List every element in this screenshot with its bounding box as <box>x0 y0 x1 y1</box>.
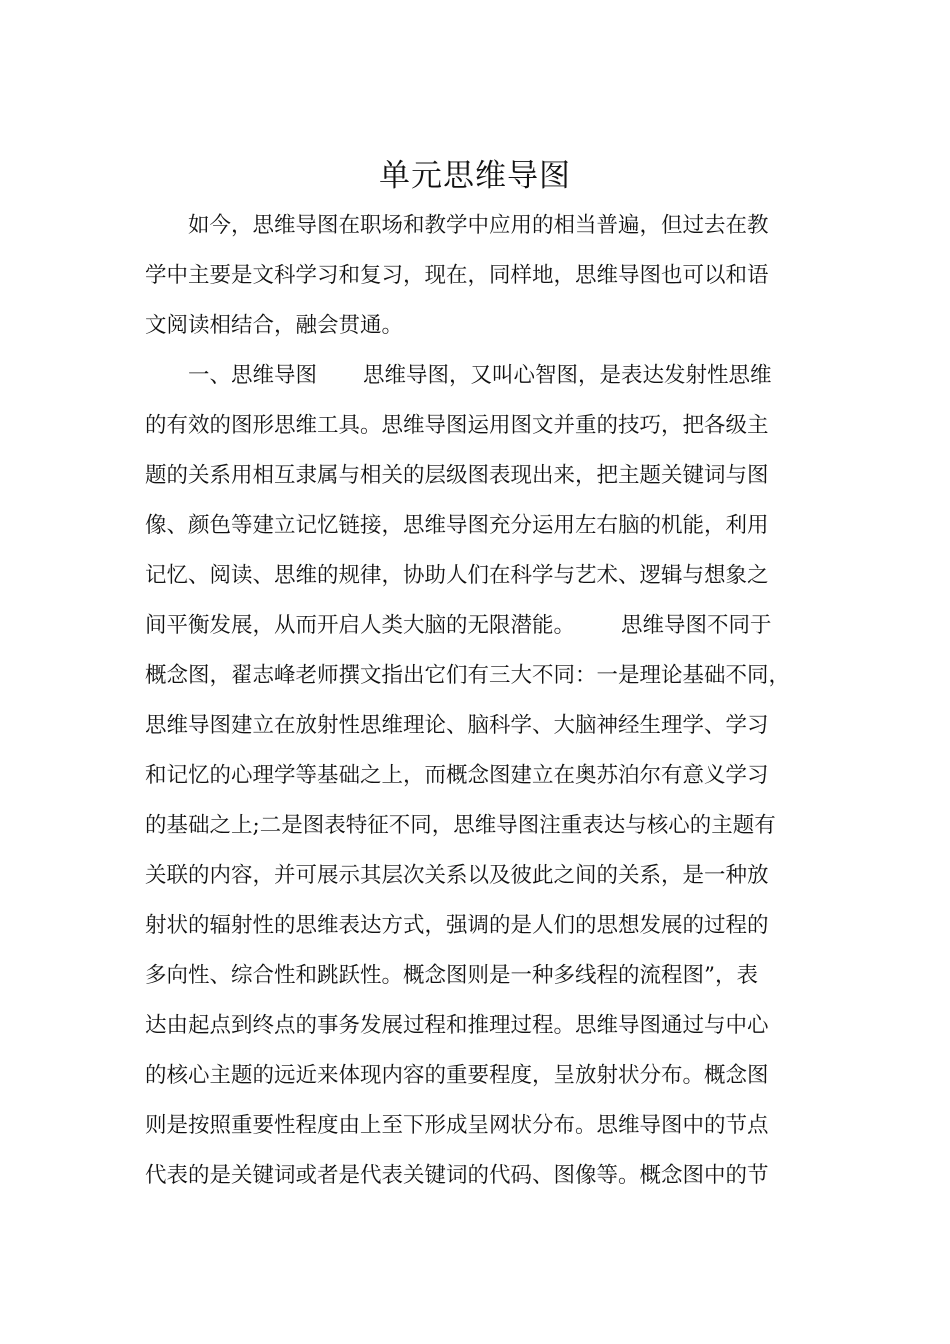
paragraph-line <box>145 600 805 652</box>
paragraph-line: 文阅读相结合，融会贯通。 <box>145 313 404 338</box>
paragraph-line: 概念图，翟志峰老师撰文指出它们有三大不同：一是理论基础不同， <box>145 663 791 688</box>
paragraph-line: 多向性、综合性和跳跃性。概念图则是一种多线程的流程图”，表 <box>145 963 758 988</box>
paragraph-line: 学中主要是文科学习和复习，现在，同样地，思维导图也可以和语 <box>145 263 769 288</box>
paragraph-line: 的核心主题的远近来体现内容的重要程度，呈放射状分布。概念图 <box>145 1063 769 1088</box>
paragraph-text: 思维导图不同于 <box>621 613 772 638</box>
paragraph-line: 则是按照重要性程度由上至下形成呈网状分布。思维导图中的节点 <box>145 1113 769 1138</box>
section-heading: 一、思维导图 <box>145 363 318 388</box>
paragraph-text: 间平衡发展，从而开启人类大脑的无限潜能。 <box>145 613 576 638</box>
paragraph-line: 思维导图建立在放射性思维理论、脑科学、大脑神经生理学、学习 <box>145 713 769 738</box>
paragraph-line: 代表的是关键词或者是代表关键词的代码、图像等。概念图中的节 <box>145 1163 769 1188</box>
paragraph-line: 关联的内容，并可展示其层次关系以及彼此之间的关系，是一种放 <box>145 863 769 888</box>
paragraph-line: 记忆、阅读、思维的规律，协助人们在科学与艺术、逻辑与想象之 <box>145 563 769 588</box>
paragraph-line: 和记忆的心理学等基础之上，而概念图建立在奥苏泊尔有意义学习 <box>145 763 769 788</box>
paragraph-line: 题的关系用相互隶属与相关的层级图表现出来，把主题关键词与图 <box>145 463 769 488</box>
paragraph-line <box>145 350 805 402</box>
document-title: 单元思维导图 <box>379 158 571 194</box>
paragraph-line: 射状的辐射性的思维表达方式，强调的是人们的思想发展的过程的 <box>145 913 769 938</box>
paragraph-line: 的基础之上;二是图表特征不同，思维导图注重表达与核心的主题有 <box>145 813 776 838</box>
paragraph-line: 的有效的图形思维工具。思维导图运用图文并重的技巧，把各级主 <box>145 413 769 438</box>
paragraph-text: 思维导图，又叫心智图，是表达发射性思维 <box>363 363 772 388</box>
paragraph-line: 达由起点到终点的事务发展过程和推理过程。思维导图通过与中心 <box>145 1013 769 1038</box>
paragraph-line: 如今，思维导图在职场和教学中应用的相当普遍，但过去在教 <box>145 213 769 238</box>
paragraph-line: 像、颜色等建立记忆链接，思维导图充分运用左右脑的机能，利用 <box>145 513 769 538</box>
